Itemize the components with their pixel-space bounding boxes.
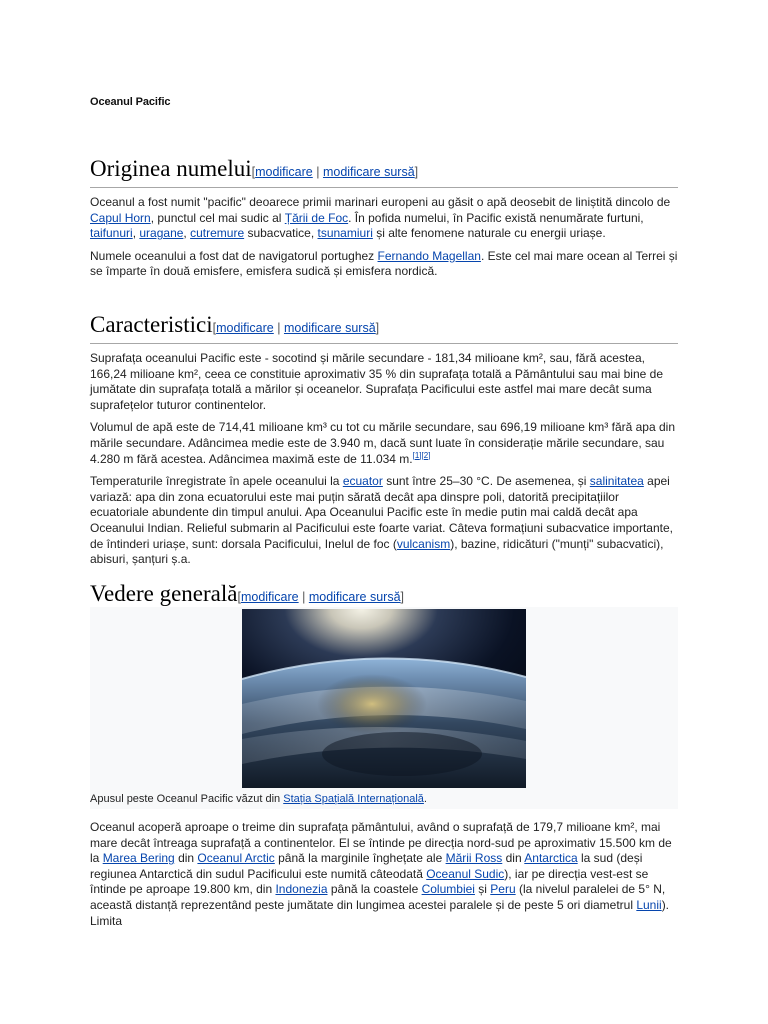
text: Numele oceanului a fost dat de navigatorul portughez bbox=[90, 248, 378, 263]
section-features bbox=[90, 311, 678, 568]
edit-links: [modificare | modificare sursă] bbox=[251, 165, 419, 179]
text: Oceanul acoperă aproape o treime din suprafața pământului, având o suprafață de 179,7 milioane km², mai mare decât întreaga suprafață a continentelor. El se întinde pe direcția nord-sud pe aproximativ 15.500 km de la bbox=[90, 820, 672, 866]
text: apei variază: apa din zona ecuatorului este mai puțin sărată decât apa dinspre poli, datorită precipitațiilor ecuatoriale abundente din timpul anului. Apa Oceanului Pacific este în medie putin mai caldă decât apa Oceanului Indian. Relieful submarin al Pacificului este foarte variat. Câteva formațiuni subacvatice importante, de întinderi uriașe, sunt: dorsala Pacificului, Inelul de foc ( bbox=[90, 474, 673, 551]
link-oceanul-sudic[interactable]: Oceanul Sudic bbox=[426, 866, 505, 881]
link-tarii-de-foc[interactable]: Țării de Foc bbox=[284, 210, 349, 225]
edit-source-link[interactable]: modificare sursă bbox=[308, 590, 401, 604]
text: Volumul de apă este de 714,41 milioane km³ cu tot cu mările secundare, sau 696,19 milioane km³ fără apa din mările secundare. Adâncimea medie este de 3.940 m, dacă sunt luate în considerație mările secundare, sau 4.280 m fără acestea. Adâncimea maximă este de 11.034 m. bbox=[90, 420, 675, 466]
text: , bbox=[132, 226, 140, 241]
link-marea-bering[interactable]: Marea Bering bbox=[102, 851, 175, 866]
text: din bbox=[502, 851, 525, 866]
text: . bbox=[423, 793, 427, 805]
section-origin bbox=[90, 155, 678, 280]
link-taifunuri[interactable]: taifunuri bbox=[90, 226, 133, 241]
edit-source-link[interactable]: modificare sursă bbox=[283, 321, 376, 335]
text: până la marginile înghețate ale bbox=[274, 851, 446, 866]
text: subacvatice, bbox=[244, 226, 318, 241]
paragraph-features-2 bbox=[90, 420, 678, 467]
text: (la nivelul paralelei de 5° N, această distanță reprezentând peste jumătate din lungimea acestei paralele și de peste 5 ori diametrul bbox=[90, 882, 666, 912]
section-overview-body bbox=[90, 820, 678, 929]
edit-links: [modificare | modificare sursă] bbox=[237, 590, 405, 604]
link-tsunamiuri[interactable]: tsunamiuri bbox=[317, 226, 373, 241]
edit-links: [modificare | modificare sursă] bbox=[212, 321, 380, 335]
link-oceanul-arctic[interactable]: Oceanul Arctic bbox=[197, 851, 275, 866]
link-vulcanism[interactable]: vulcanism bbox=[396, 536, 451, 551]
paragraph-overview-1 bbox=[90, 820, 678, 929]
link-capul-horn[interactable]: Capul Horn bbox=[90, 210, 151, 225]
document-title: Oceanul Pacific bbox=[90, 96, 171, 108]
link-fernando-magellan[interactable]: Fernando Magellan bbox=[377, 248, 481, 263]
text: din bbox=[174, 851, 198, 866]
text: Oceanul a fost numit "pacific" deoarece primii marinari europeni au găsit o apă deosebit de liniștită dincolo de bbox=[90, 195, 671, 209]
text: . Este cel mai mare ocean al Terrei și se împarte în două emisfere, emisfera sudică și emisfera nordică. bbox=[90, 248, 678, 279]
heading-text: Originea numelui bbox=[90, 156, 252, 181]
text: ), bazine, ridicături ("munți" subacvatici), abisuri, șanțuri ș.a. bbox=[90, 536, 664, 567]
text: , punctul cel mai sudic al bbox=[150, 210, 285, 225]
link-marii-ross[interactable]: Mării Ross bbox=[445, 851, 503, 866]
link-uragane[interactable]: uragane bbox=[139, 226, 184, 241]
text: la sud (deși regiunea Antarctică din sudul Pacificului este numită câteodată bbox=[90, 851, 643, 881]
heading-text: Caracteristici bbox=[90, 312, 213, 337]
edit-separator: | bbox=[273, 321, 284, 335]
link-cutremure[interactable]: cutremure bbox=[190, 226, 245, 241]
edit-link[interactable]: modificare bbox=[216, 321, 274, 335]
paragraph-features-3 bbox=[90, 474, 678, 568]
edit-link[interactable]: modificare bbox=[240, 590, 299, 604]
edit-separator: | bbox=[312, 165, 323, 179]
link-statia-spatiala[interactable]: Stația Spațială Internațională bbox=[283, 793, 424, 805]
link-indonezia[interactable]: Indonezia bbox=[275, 882, 328, 897]
text: și alte fenomene naturale cu energii uriașe. bbox=[372, 226, 606, 241]
text: sunt între 25–30 °C. De asemenea, și bbox=[382, 474, 590, 489]
paragraph-origin-2 bbox=[90, 249, 678, 280]
text: ). Limita bbox=[90, 897, 670, 928]
reference-link[interactable]: [1][2] bbox=[412, 450, 431, 460]
figure-caption bbox=[90, 793, 427, 805]
link-salinitatea[interactable]: salinitatea bbox=[589, 474, 644, 489]
text: . În pofida numelui, în Pacific există nenumărate furtuni, bbox=[348, 210, 644, 225]
text: până la coastele bbox=[327, 882, 422, 897]
heading-features bbox=[90, 311, 678, 344]
text: Temperaturile înregistrate în apele oceanului la bbox=[90, 474, 343, 489]
text: , bbox=[183, 226, 191, 241]
edit-link[interactable]: modificare bbox=[255, 165, 313, 179]
paragraph-features-1: Suprafața oceanului Pacific este - socotind și mările secundare - 181,34 milioane km², sau, fără acestea, 166,24 milioane km², ceea ce constituie aproximativ 35 % din suprafața totală a Pământului sau mai bine de jumătate din suprafața totală a mărilor și oceanelor. Suprafața Pacificului este astfel mai mare decât suma suprafețelor tuturor continentelor. bbox=[90, 351, 663, 412]
figure-pacific-sunset bbox=[90, 607, 678, 809]
heading-origin bbox=[90, 155, 678, 188]
link-antarctica[interactable]: Antarctica bbox=[524, 851, 578, 866]
link-ecuator[interactable]: ecuator bbox=[342, 474, 383, 489]
text: Apusul peste Oceanul Pacific văzut din bbox=[90, 793, 284, 805]
heading-text: Vedere generală bbox=[90, 581, 238, 606]
edit-source-link[interactable]: modificare sursă bbox=[322, 165, 415, 179]
earth-from-space-image[interactable] bbox=[242, 609, 526, 788]
link-lunii[interactable]: Lunii bbox=[636, 897, 662, 912]
paragraph-origin-1 bbox=[90, 195, 678, 242]
text: și bbox=[474, 882, 491, 897]
edit-separator: | bbox=[298, 590, 309, 604]
link-columbiei[interactable]: Columbiei bbox=[421, 882, 475, 897]
text: ), iar pe direcția vest-est se întinde pe aproape 19.800 km, din bbox=[90, 866, 649, 897]
link-peru[interactable]: Peru bbox=[490, 882, 516, 897]
